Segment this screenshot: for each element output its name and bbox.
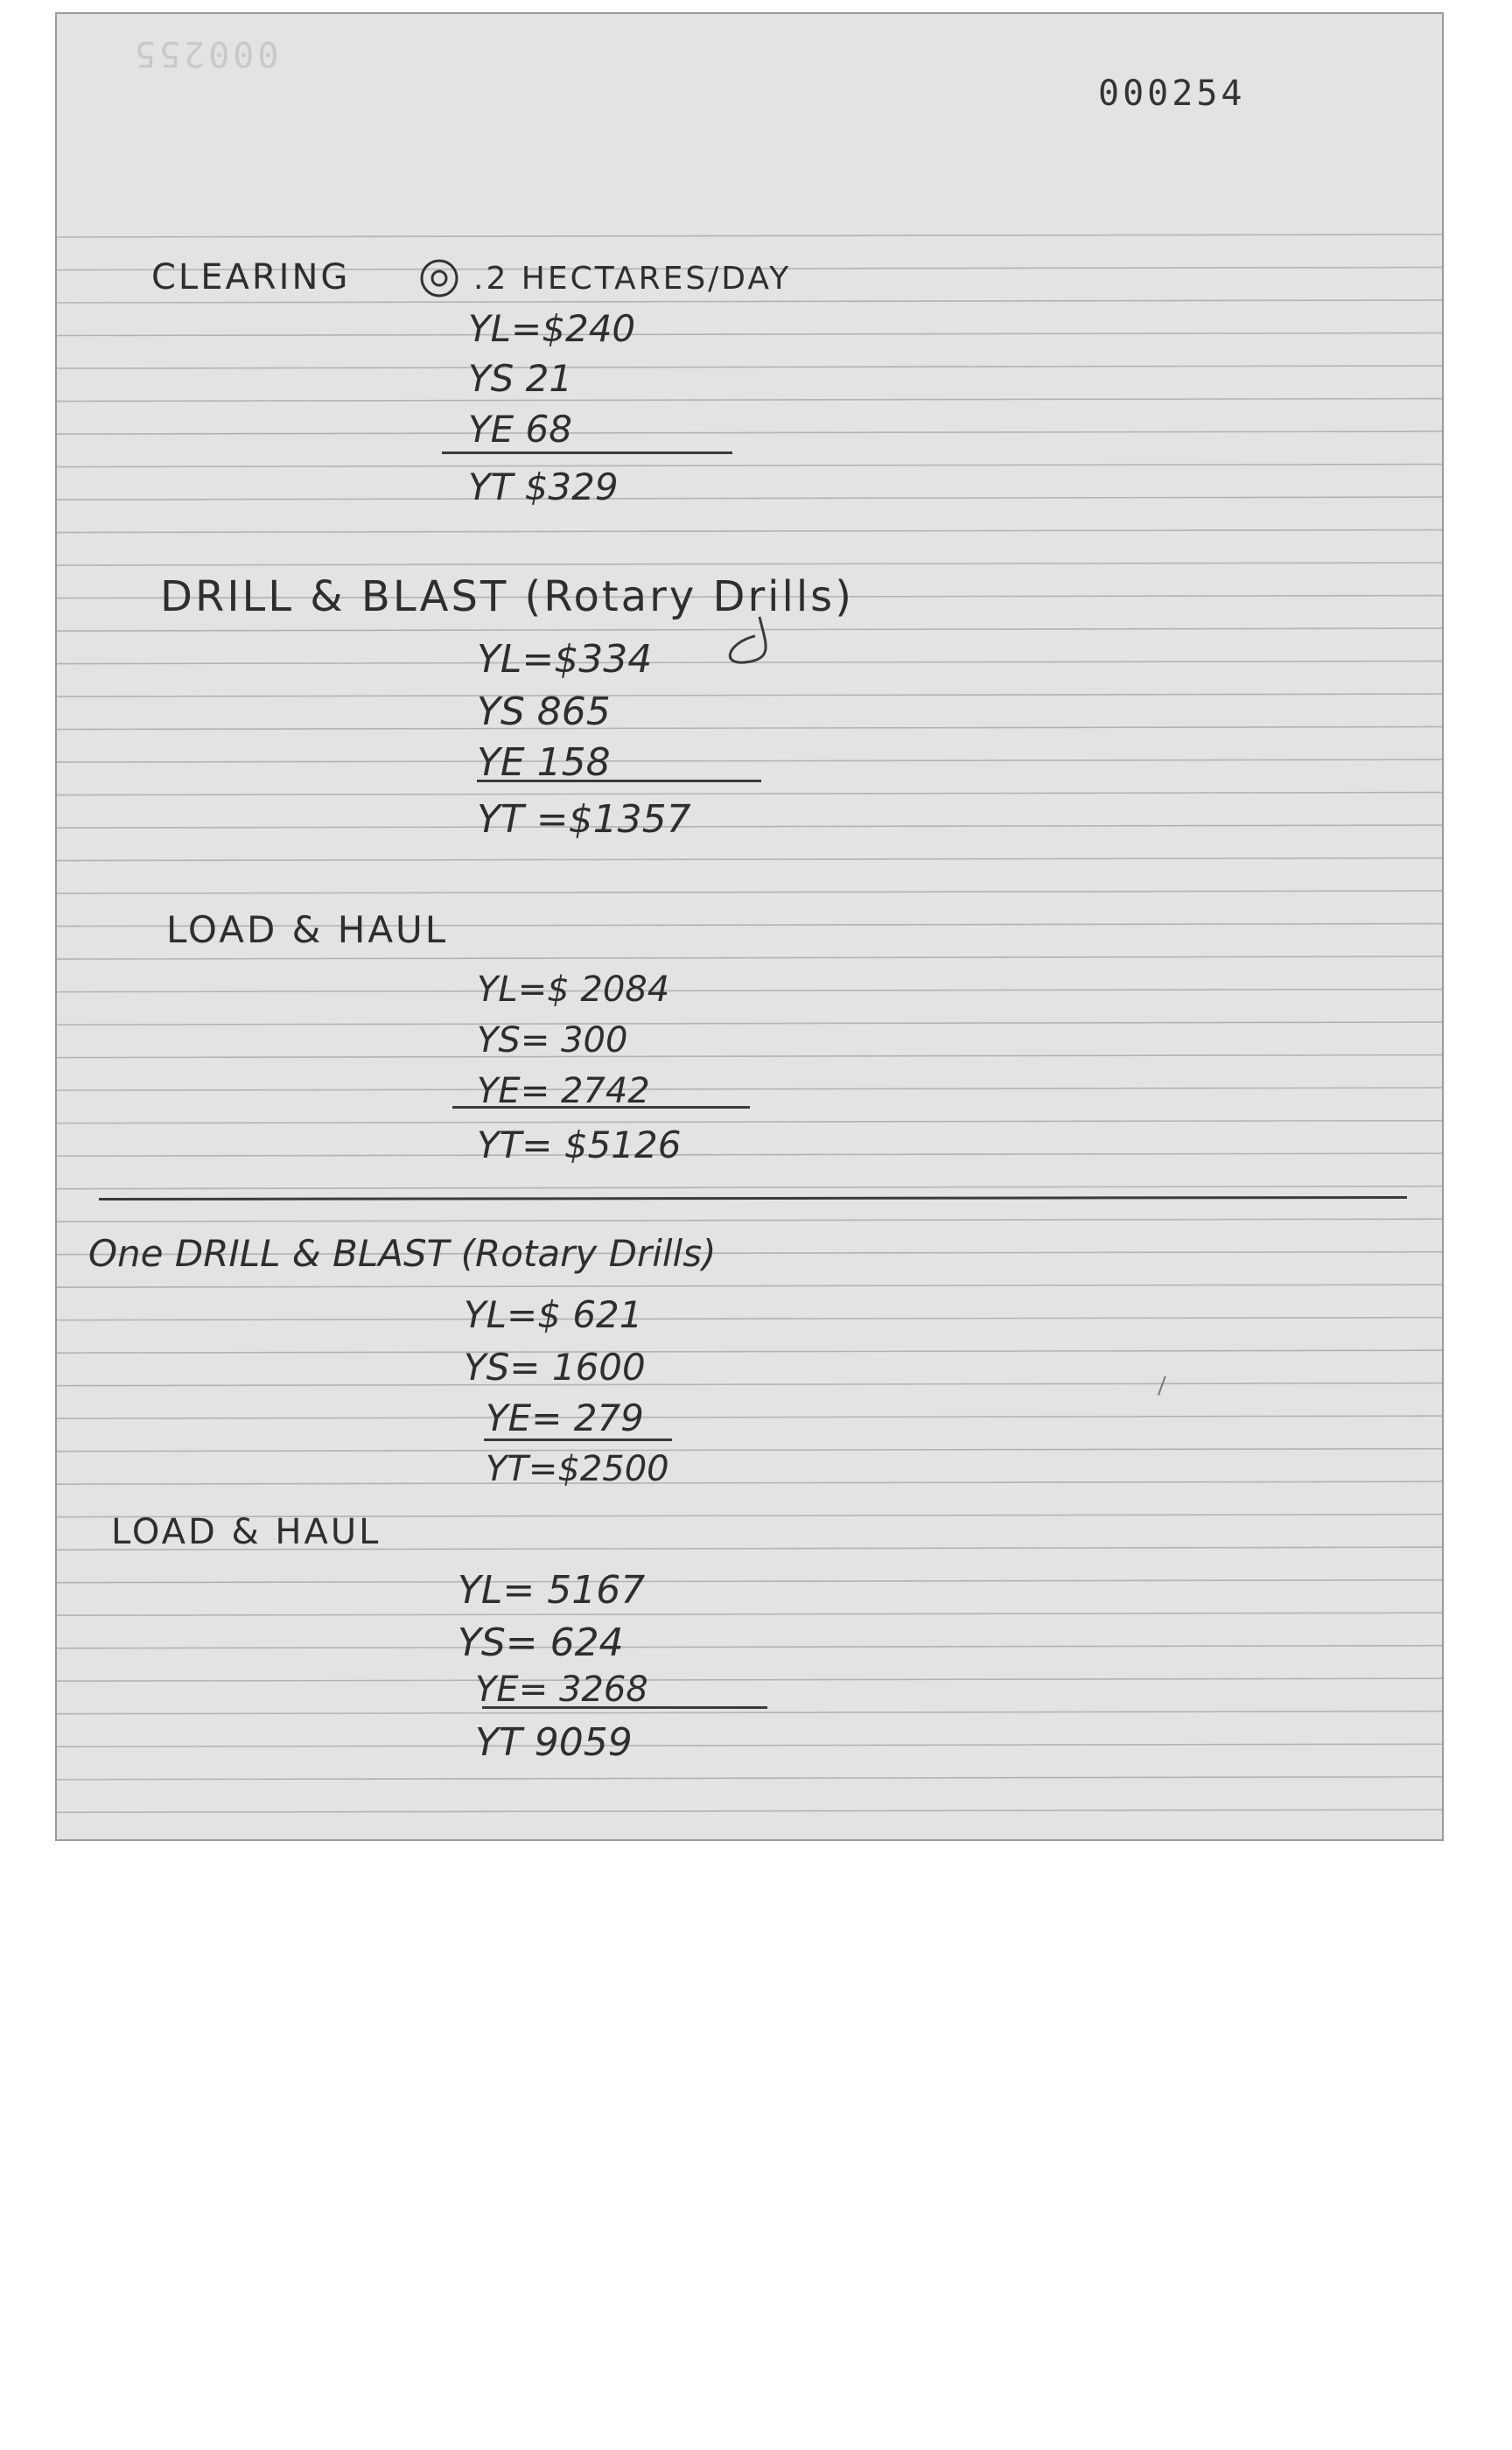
one-drill-blast-heading: One DRILL & BLAST (Rotary Drills) [88, 1232, 717, 1275]
notebook-sheet [55, 12, 1444, 1841]
ruled-line [57, 793, 1442, 795]
ruled-line [57, 1219, 1442, 1222]
ruled-line [57, 1613, 1442, 1615]
ruled-line [57, 530, 1442, 533]
one-drill-blast-yt: YT=$2500 [486, 1449, 669, 1489]
clearing-ys: YS 21 [468, 357, 573, 400]
circled-at-icon [418, 257, 460, 299]
drill-blast-yl: YL=$334 [477, 637, 653, 682]
drill-blast-ye: YE 158 [477, 740, 611, 785]
ruled-line [57, 497, 1442, 500]
load-haul-ys: YS= 300 [477, 1020, 628, 1060]
ruled-line [57, 956, 1442, 959]
clearing-sum-rule [442, 452, 732, 454]
ruled-line [57, 662, 1442, 664]
clearing-yl: YL=$240 [468, 307, 636, 350]
ruled-line [57, 465, 1442, 467]
load-haul-2-heading: LOAD & HAUL [111, 1512, 382, 1552]
ruled-line [57, 431, 1442, 434]
load-haul-2-yl: YL= 5167 [458, 1568, 646, 1613]
ruled-line [57, 1744, 1442, 1746]
ruled-line [57, 1678, 1442, 1681]
clearing-yt: YT $329 [468, 466, 619, 508]
load-haul-2-ys: YS= 624 [458, 1620, 624, 1665]
drill-blast-sum-rule [477, 780, 761, 782]
one-drill-blast-sum-rule [484, 1438, 672, 1441]
ruled-line [57, 399, 1442, 402]
load-haul-2-ye: YE= 3268 [475, 1670, 648, 1710]
clearing-ye: YE 68 [468, 408, 572, 451]
ruled-line [57, 1284, 1442, 1287]
one-drill-blast-ys: YS= 1600 [464, 1346, 646, 1389]
ruled-line [57, 1153, 1442, 1156]
ruled-line [57, 1416, 1442, 1418]
drill-blast-yt: YT =$1357 [477, 797, 691, 842]
ruled-line [57, 1186, 1442, 1189]
drill-blast-heading: DRILL & BLAST (Rotary Drills) [160, 572, 854, 621]
load-haul-2-yt: YT 9059 [475, 1720, 633, 1765]
ruled-line [57, 891, 1442, 893]
ruled-line [57, 825, 1442, 828]
load-haul-sum-rule [452, 1106, 750, 1109]
drill-blast-ys: YS 865 [477, 690, 611, 734]
ruled-line [57, 300, 1442, 303]
ruled-line [57, 234, 1442, 237]
faint-bates-stamp: 000255 [131, 33, 279, 74]
ruled-line [57, 1088, 1442, 1090]
ruled-line [57, 563, 1442, 565]
one-drill-blast-ye: YE= 279 [486, 1396, 644, 1439]
ruled-line [57, 1712, 1442, 1714]
ruled-line [57, 1580, 1442, 1583]
ruled-line [57, 1350, 1442, 1353]
ruled-line [57, 694, 1442, 696]
load-haul-yt: YT= $5126 [477, 1124, 682, 1166]
ruled-line [57, 1481, 1442, 1484]
ruled-line [57, 1449, 1442, 1452]
clearing-heading: CLEARING [151, 257, 351, 298]
load-haul-heading: LOAD & HAUL [166, 908, 449, 951]
ruled-line [57, 727, 1442, 730]
one-drill-blast-yl: YL=$ 621 [464, 1293, 643, 1336]
ruled-line [57, 1318, 1442, 1320]
load-haul-2-sum-rule [482, 1706, 767, 1709]
ruled-line [57, 333, 1442, 336]
ruled-line [57, 1810, 1442, 1812]
ruled-line [57, 1022, 1442, 1025]
ruled-line [57, 1646, 1442, 1648]
ruled-line [57, 366, 1442, 368]
ruled-line [57, 858, 1442, 861]
ruled-line [57, 760, 1442, 762]
ruled-line [57, 628, 1442, 631]
ruled-line [57, 1055, 1442, 1058]
load-haul-ye: YE= 2742 [477, 1071, 650, 1111]
ruled-line [57, 1383, 1442, 1386]
clearing-rate: .2 HECTARES/DAY [473, 261, 792, 297]
ruled-line [57, 1121, 1442, 1124]
bates-stamp: 000254 [1098, 74, 1246, 114]
load-haul-yl: YL=$ 2084 [477, 970, 670, 1010]
ruled-line [57, 990, 1442, 992]
ruled-line [57, 1777, 1442, 1780]
